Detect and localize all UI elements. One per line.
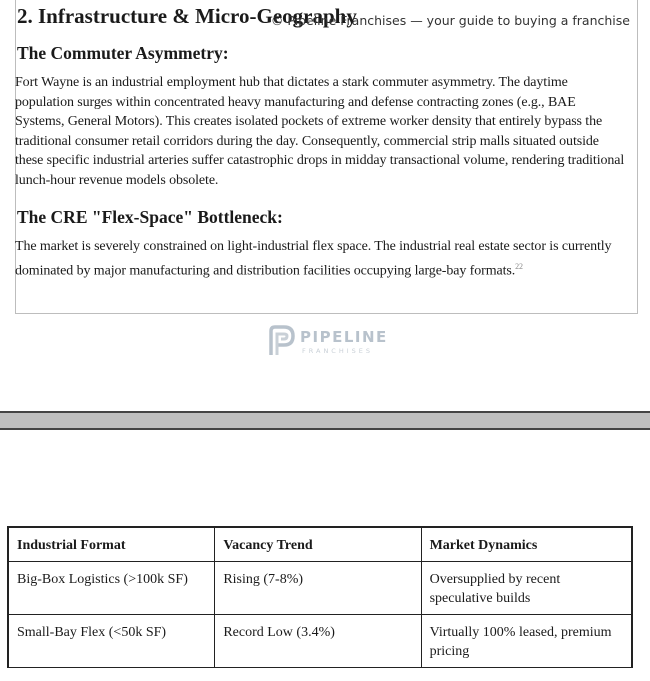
table-header-row [9,528,632,562]
watermark-caption: © Pipeline Franchises — your guide to buying a franchise [270,13,630,28]
table-cell: Record Low (3.4%) [215,615,421,668]
pipeline-logo [268,325,388,359]
paragraph-commuter: Fort Wayne is an industrial employment hub that dictates a stark commuter asymmetry. The daytime population surges within concentrated heavy manufacturing and defense contracting zones (e.g., BAE Systems, General Motors). This creates isolated pockets of extreme worker density that entirely bypass the traditional consumer retail corridors during the day. Consequently, commercial strip malls situated outside these specific industrial arteries suffer catastrophic drops in midday transactional volume, rendering traditional lunch-hour revenue models obsolete. [15,75,625,188]
table-grid [8,527,632,668]
table-row [9,615,632,668]
pipeline-p-logo-icon [268,325,296,357]
table-header-cell: Industrial Format [9,528,215,562]
table-cell: Small-Bay Flex (<50k SF) [9,615,215,668]
footnote-marker: 22 [515,261,523,271]
page-divider [0,411,650,430]
paragraph-flex-space [15,237,627,281]
paragraph-flex-space-text: The market is severely constrained on light-industrial flex space. The industrial real estate sector is currently dominated by major manufacturing and distribution facilities occupying large-bay formats. [15,239,612,279]
industrial-format-table [7,526,633,668]
table-cell: Virtually 100% leased, premium pricing [421,615,631,668]
section-heading: 2. Infrastructure & Micro-Geography [17,4,357,28]
table-cell: Oversupplied by recent speculative builds [421,562,631,615]
subsection-title-flex-space: The CRE "Flex-Space" Bottleneck: [17,207,283,227]
logo-wordmark: PIPELINE [300,328,388,346]
table-cell: Rising (7-8%) [215,562,421,615]
table-cell: Big-Box Logistics (>100k SF) [9,562,215,615]
subsection-title-commuter: The Commuter Asymmetry: [17,43,229,63]
logo-subtitle: FRANCHISES [302,347,374,355]
table-header-cell: Vacancy Trend [215,528,421,562]
table-header-cell: Market Dynamics [421,528,631,562]
table-row [9,562,632,615]
